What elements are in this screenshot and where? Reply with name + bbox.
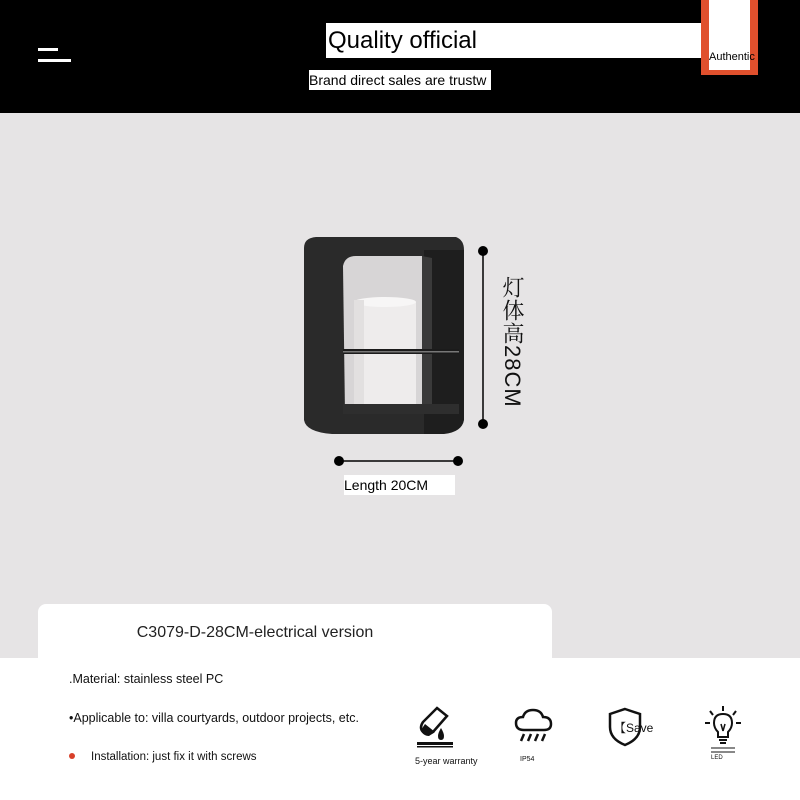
model-card — [38, 604, 552, 664]
spec-material: .Material: stainless steel PC — [69, 672, 224, 686]
length-label-box — [344, 475, 455, 495]
height-label: 灯体高28CM — [500, 276, 525, 408]
bullet-dot — [69, 753, 75, 759]
length-label: Length 20CM — [344, 477, 429, 493]
page-subtitle: Brand direct sales are trustw — [309, 72, 487, 88]
page-title: Quality official — [328, 27, 477, 54]
badge-label: Authentic — [709, 51, 755, 63]
height-label-box — [497, 276, 527, 416]
save-label: 【Save — [614, 721, 654, 735]
spec-installation: Installation: just fix it with screws — [91, 751, 257, 763]
spec-applicable: •Applicable to: villa courtyards, outdoor projects, etc. — [69, 711, 359, 725]
model-title: C3079-D-28CM-electrical version — [136, 624, 374, 641]
bulb-icon — [704, 705, 742, 753]
warranty-icon — [415, 706, 455, 748]
ip54-label: IP54 — [520, 756, 535, 763]
rain-cloud-icon — [514, 708, 554, 744]
led-label: LED — [711, 755, 723, 761]
warranty-label: 5-year warranty — [415, 756, 478, 766]
